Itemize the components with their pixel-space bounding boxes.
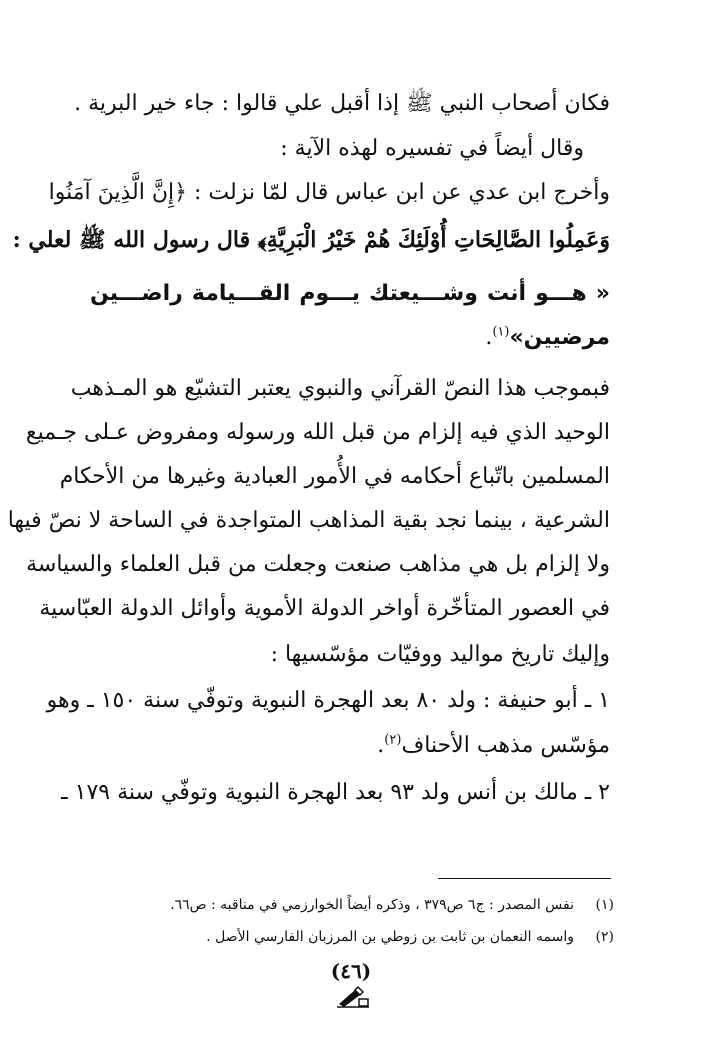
quote-end: مرضيين»	[509, 325, 610, 350]
footnote-1	[74, 894, 614, 916]
text-line-1: فكان أصحاب النبي ﷺ إذا أقبل علي قالوا : جاء خير البرية .	[74, 91, 610, 116]
text-line-2: وقال أيضاً في تفسيره لهذه الآية :	[280, 136, 584, 161]
footnote-2	[74, 926, 614, 948]
footnote-separator	[438, 878, 611, 879]
text-line-4: وَعَمِلُوا الصَّالِحَاتِ أُوْلَئِكَ هُمْ خَيْرُ الْبَرِيَّةِ﴾ قال رسول الله ﷺ لعلي :	[12, 227, 610, 253]
text-line-11: وإليك تاريخ مواليد ووفيّات مؤسّسيها :	[270, 642, 610, 667]
footnote-ref-1: (١)	[492, 324, 510, 340]
sentence-end-1: .	[485, 325, 493, 350]
text-line-10: في العصور المتأخّرة أواخر الدولة الأموية وأوائل الدولة العبّاسية	[39, 596, 610, 621]
list-item-1-cont	[90, 728, 610, 764]
pen-icon	[335, 984, 371, 1008]
footnote-2-number: (٢)	[595, 929, 614, 945]
text-line-7: المسلمين باتّباع أحكامه في الأُمور العبادية وغيرها من الأحكام	[59, 464, 610, 489]
list-item-1: ١ ـ أبو حنيفة : ولد ٨٠ بعد الهجرة النبوية وتوفّي سنة ١٥٠ ـ وهو	[46, 688, 610, 713]
text-line-6: الوحيد الذي فيه إلزام من قبل الله ورسوله ومفروض عـلى جـميع	[25, 420, 610, 445]
footnote-2-text: واسمه النعمان بن ثابت بن زوطي بن المرزبان الفارسي الأصل .	[206, 929, 574, 945]
footnote-ref-2: (٢)	[384, 732, 402, 748]
page-number: (٤٦)	[330, 959, 372, 983]
text-line-3: وأخرج ابن عدي عن ابن عباس قال لمّا نزلت : ﴿إِنَّ الَّذِينَ آمَنُوا	[48, 180, 610, 205]
quote-line-1: « هـــو أنت وشـــيعتك يـــوم القـــيامة راضـــين	[90, 281, 610, 306]
list-item-2: ٢ ـ مالك بن أنس ولد ٩٣ بعد الهجرة النبوية وتوفّي سنة ١٧٩ ـ	[61, 780, 610, 805]
text-line-9: ولا إلزام بل هي مذاهب صنعت وجعلت من قبل العلماء والسياسة	[26, 552, 610, 577]
footnote-1-number: (١)	[595, 897, 614, 913]
footnote-1-text: نفس المصدر : ج٦ ص٣٧٩ ، وذكره أيضاً الخوارزمي في مناقبه : ص٦٦.	[170, 897, 574, 913]
text-line-8: الشرعية ، بينما نجد بقية المذاهب المتواجدة في الساحة لا نصّ فيها	[7, 508, 610, 533]
quote-line-2	[90, 320, 610, 356]
sentence-end-2: .	[377, 733, 385, 758]
list-item-1-end: مؤسّس مذهب الأحناف	[401, 733, 610, 758]
text-line-5: فبموجب هذا النصّ القرآني والنبوي يعتبر التشيّع هو المـذهب	[70, 376, 610, 401]
